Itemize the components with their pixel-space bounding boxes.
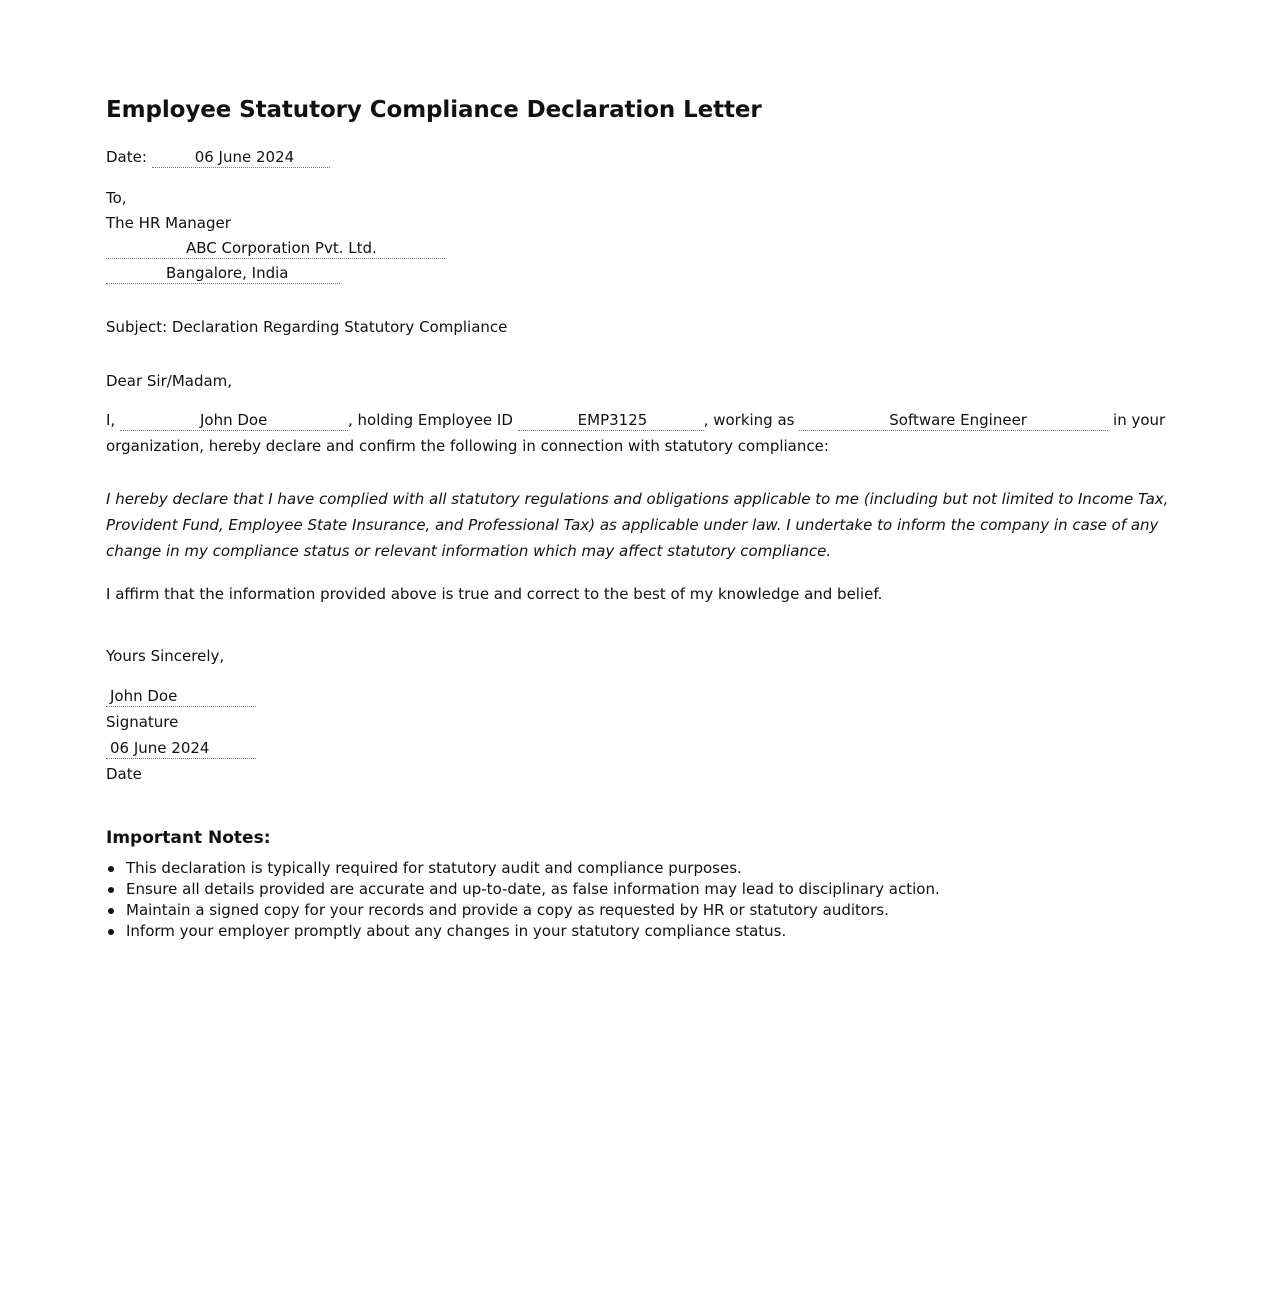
list-item: This declaration is typically required for statutory audit and compliance purposes.	[106, 858, 1178, 879]
company-field[interactable]: ABC Corporation Pvt. Ltd.	[106, 239, 445, 259]
page-title: Employee Statutory Compliance Declaration Letter	[106, 97, 762, 123]
date-field[interactable]: 06 June 2024	[152, 148, 330, 168]
notes-list	[106, 858, 1178, 942]
date-row	[106, 145, 1178, 170]
intro-working-text: , working as	[703, 411, 795, 429]
notes-heading: Important Notes:	[106, 828, 271, 848]
intro-suffix-text: in your organization, hereby declare and confirm the following in connection with statutory compliance:	[106, 411, 1166, 455]
subject-line: Subject: Declaration Regarding Statutory Compliance	[106, 318, 508, 336]
date-label: Date:	[106, 148, 147, 166]
designation-field[interactable]: Software Engineer	[799, 411, 1108, 431]
signature-date-label: Date	[106, 765, 142, 783]
greeting: Dear Sir/Madam,	[106, 372, 233, 390]
signature-date-field[interactable]: 06 June 2024	[106, 739, 256, 759]
signature-field[interactable]: John Doe	[106, 687, 256, 707]
recipient-designation: The HR Manager	[106, 214, 231, 232]
signature-block	[106, 683, 1178, 787]
location-field[interactable]: Bangalore, India	[106, 264, 340, 284]
recipient-address	[106, 186, 1178, 286]
closing-text: Yours Sincerely,	[106, 647, 225, 665]
declaration-text: I hereby declare that I have complied with all statutory regulations and obligations applicable to me (including but not limited to Income Tax, Provident Fund, Employee State Insurance, and Professional Tax) as applicable under law. I undertake to inform the company in case of any change in my compliance status or relevant information which may affect statutory compliance.	[106, 490, 1169, 560]
list-item: Inform your employer promptly about any changes in your statutory compliance status.	[106, 921, 1178, 942]
employee-name-field[interactable]: John Doe	[120, 411, 348, 431]
intro-holding-text: , holding Employee ID	[347, 411, 513, 429]
intro-paragraph	[106, 407, 1178, 459]
list-item: Maintain a signed copy for your records and provide a copy as requested by HR or statutory auditors.	[106, 900, 1178, 921]
recipient-to: To,	[106, 189, 127, 207]
employee-id-field[interactable]: EMP3125	[518, 411, 704, 431]
signature-label: Signature	[106, 713, 179, 731]
affirmation-text: I affirm that the information provided above is true and correct to the best of my knowledge and belief.	[106, 585, 883, 603]
list-item: Ensure all details provided are accurate and up-to-date, as false information may lead to disciplinary action.	[106, 879, 1178, 900]
intro-prefix: I,	[106, 411, 116, 429]
